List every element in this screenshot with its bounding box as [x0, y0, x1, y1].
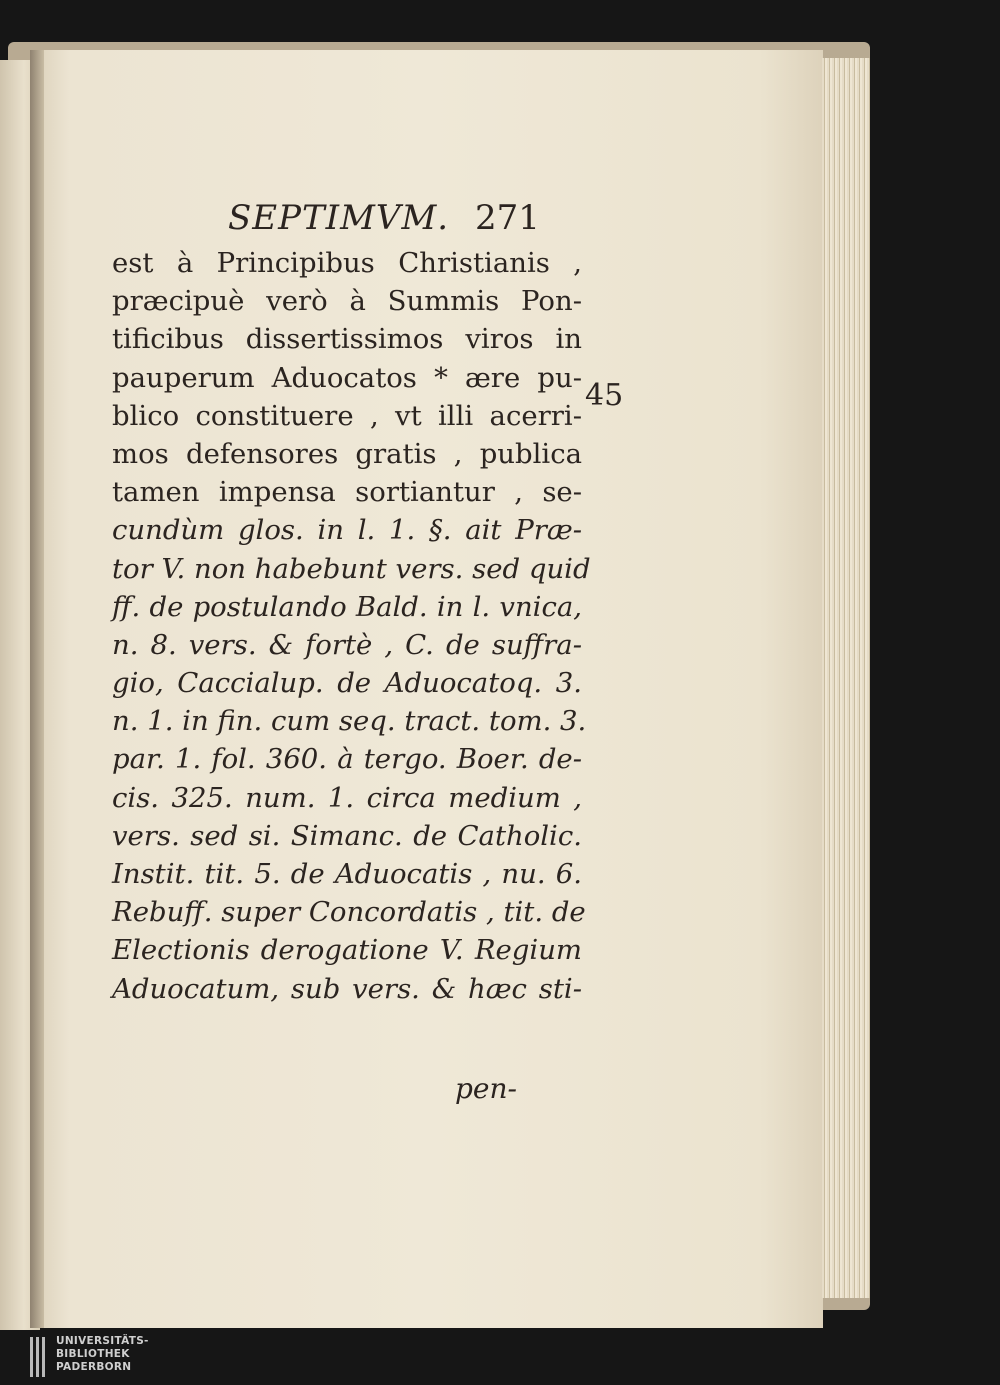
text-line: Electionis derogatione V. Regium: [112, 934, 582, 967]
text-line: pauperum Aduocatos * ære pu-: [112, 361, 582, 394]
text-line: est à Principibus Christianis ,: [112, 247, 582, 279]
text-line: vers. sed si. Simanc. de Catholic.: [112, 819, 582, 852]
text-line: tamen impensa sortiantur , se-: [112, 476, 582, 509]
text-line: ff. de postulando Bald. in l. vnica,: [112, 590, 582, 623]
page-edges: [822, 58, 870, 1298]
text-line: Aduocatum, sub vers. & hæc sti-: [112, 972, 582, 1005]
text-line: Rebuff. super Concordatis , tit. de: [112, 896, 586, 929]
text-line: par. 1. fol. 360. à tergo. Boer. de-: [112, 743, 582, 776]
library-logo-icon: [30, 1337, 48, 1377]
text-line: n. 8. vers. & fortè , C. de suffra-: [112, 628, 582, 661]
logo-line: PADERBORN: [56, 1361, 132, 1373]
catchword: pen-: [455, 1072, 517, 1105]
text-line: Instit. tit. 5. de Aduocatis , nu. 6.: [112, 858, 582, 890]
book-gutter: [30, 50, 44, 1328]
body-text: [112, 244, 591, 1008]
logo-line: BIBLIOTHEK: [56, 1348, 130, 1360]
text-line: cundùm glos. in l. 1. §. ait Præ-: [112, 514, 582, 547]
text-line: cis. 325. num. 1. circa medium ,: [112, 781, 582, 814]
page-number: 271: [475, 198, 540, 238]
library-logo-text: [56, 1335, 149, 1374]
library-logo: [30, 1335, 149, 1381]
text-line: gio, Caccialup. de Aduocatoq. 3.: [112, 667, 582, 700]
text-line: mos defensores gratis , publica: [112, 437, 582, 470]
text-line: tor V. non habebunt vers. sed quid: [112, 552, 591, 585]
margin-note: 45: [585, 378, 624, 413]
running-head: SEPTIMVM.: [228, 198, 450, 238]
text-line: præcipuè verò à Summis Pon-: [112, 285, 582, 318]
text-line: n. 1. in fin. cum seq. tract. tom. 3.: [112, 705, 587, 738]
text-line: blico constituere , vt illi acerri-: [112, 399, 582, 432]
text-line: tificibus dissertissimos viros in: [112, 323, 582, 356]
logo-line: UNIVERSITÄTS-: [56, 1335, 149, 1347]
